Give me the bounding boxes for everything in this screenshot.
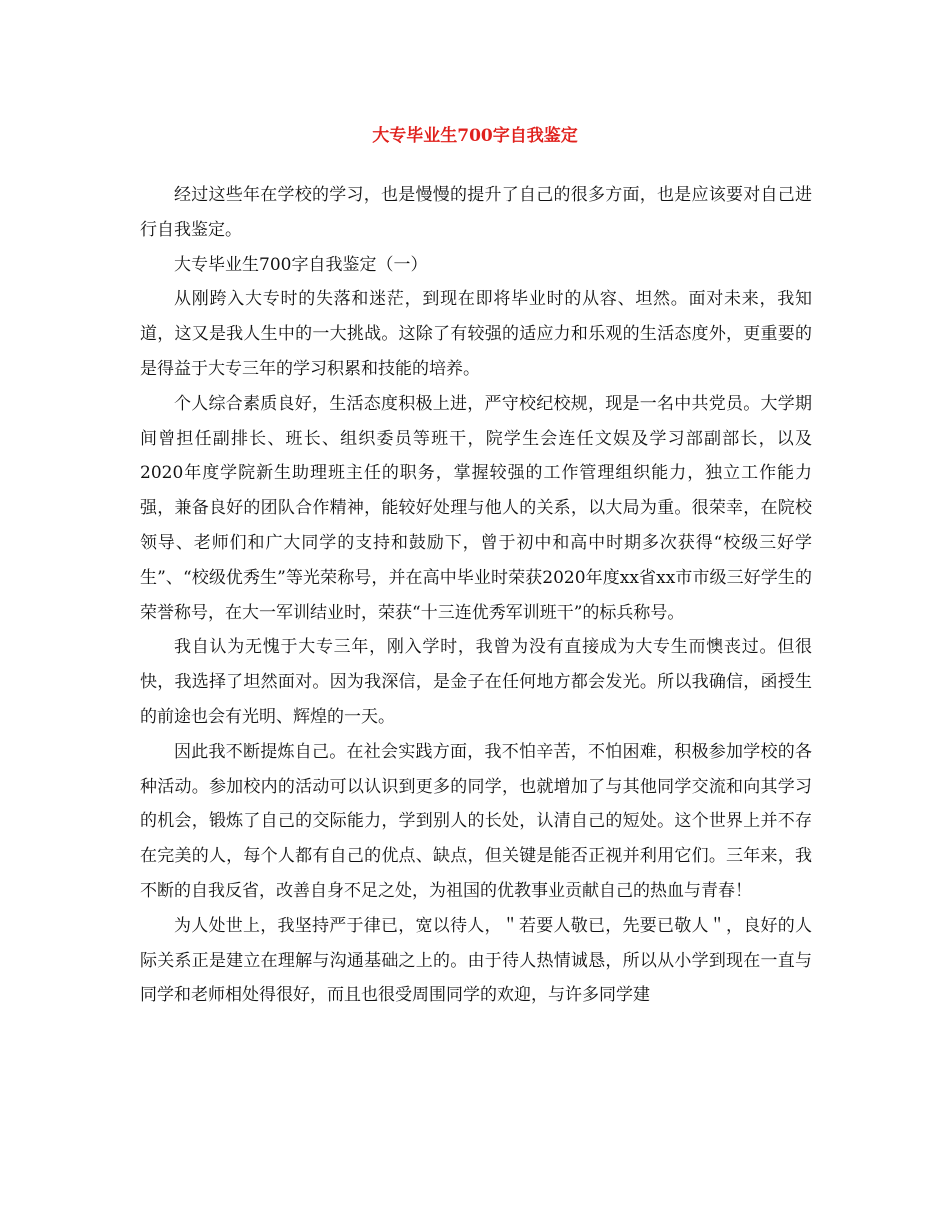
paragraph: 因此我不断提炼自己。在社会实践方面，我不怕辛苦，不怕困难，积极参加学校的各种活动。参加校内的活动可以认识到更多的同学，也就增加了与其他同学交流和向其学习的机会，锻炼了自己的交际能力，学到别人的长处，认清自己的短处。这个世界上并不存在完美的人，每个人都有自己的优点、缺点，但关键是能否正视并利用它们。三年来，我不断的自我反省，改善自身不足之处，为祖国的优教事业贡献自己的热血与青春！ (140, 741, 812, 901)
section-heading: 大专毕业生700字自我鉴定（一） (174, 254, 428, 275)
document-title: 大专毕业生700字自我鉴定 (372, 126, 578, 146)
paragraph: 我自认为无愧于大专三年，刚入学时，我曾为没有直接成为大专生而懊丧过。但很快，我选择了坦然面对。因为我深信，是金子在任何地方都会发光。所以我确信，函授生的前途也会有光明、辉煌的一天。 (140, 637, 812, 727)
document-body (140, 178, 812, 1013)
paragraph: 个人综合素质良好，生活态度积极上进，严守校纪校规，现是一名中共党员。大学期间曾担任副排长、班长、组织委员等班干，院学生会连任文娱及学习部副部长，以及2020年度学院新生助理班主任的职务，掌握较强的工作管理组织能力，独立工作能力强，兼备良好的团队合作精神，能较好处理与他人的关系，以大局为重。很荣幸，在院校领导、老师们和广大同学的支持和鼓励下，曾于初中和高中时期多次获得“校级三好学生”、“校级优秀生”等光荣称号，并在高中毕业时荣获2020年度xx省xx市市级三好学生的荣誉称号，在大一军训结业时，荣获“十三连优秀军训班干”的标兵称号。 (140, 393, 812, 623)
paragraph: 从刚跨入大专时的失落和迷茫，到现在即将毕业时的从容、坦然。面对未来，我知道，这又是我人生中的一大挑战。这除了有较强的适应力和乐观的生活态度外，更重要的是得益于大专三年的学习积累和技能的培养。 (140, 289, 812, 379)
paragraph-intro: 经过这些年在学校的学习，也是慢慢的提升了自己的很多方面，也是应该要对自己进行自我鉴定。 (140, 185, 812, 240)
paragraph: 为人处世上，我坚持严于律已，宽以待人，＂若要人敬已，先要已敬人＂，良好的人际关系正是建立在理解与沟通基础之上的。由于待人热情诚恳，所以从小学到现在一直与同学和老师相处得很好，而且也很受周围同学的欢迎，与许多同学建 (140, 915, 812, 1006)
